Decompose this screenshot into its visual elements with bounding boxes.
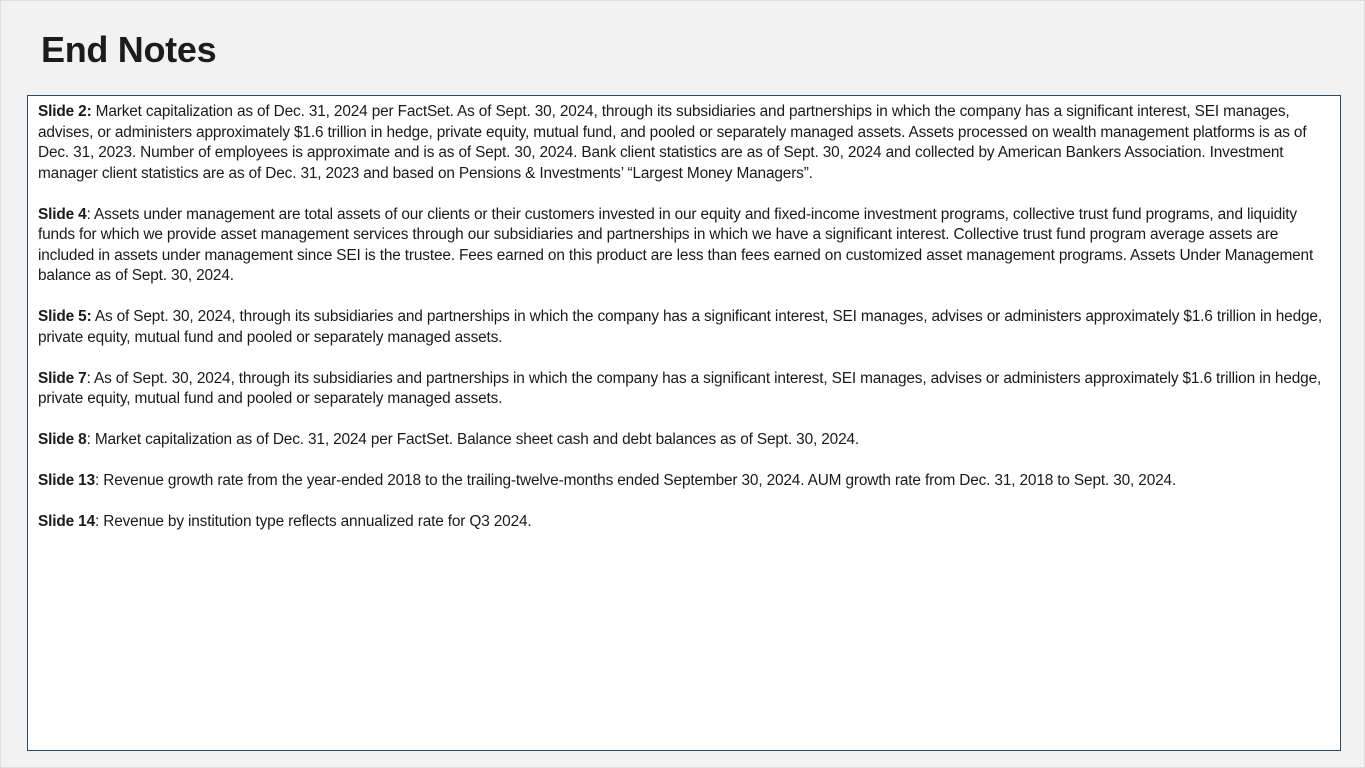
note-slide-4: [38, 205, 1330, 287]
note-text: : Market capitalization as of Dec. 31, 2024 per FactSet. Balance sheet cash and debt balances as of Sept. 30, 2024.: [86, 431, 860, 448]
note-text: Market capitalization as of Dec. 31, 2024 per FactSet. As of Sept. 30, 2024, through its subsidiaries and partnerships in which the company has a significant interest, SEI manages, advises, or administers approximately $1.6 trillion in hedge, private equity, mutual fund, and pooled or separately managed assets. Assets processed on wealth management platforms is as of Dec. 31, 2023. Number of employees is approximate and is as of Sept. 30, 2024. Bank client statistics are as of Sept. 30, 2024 and collected by American Bankers Association. Investment manager client statistics are as of Dec. 31, 2023 and based on Pensions & Investments’ “Largest Money Managers”.: [38, 103, 1307, 182]
note-slide-2: [38, 102, 1330, 184]
note-text: As of Sept. 30, 2024, through its subsidiaries and partnerships in which the company has a significant interest, SEI manages, advises or administers approximately $1.6 trillion in hedge, private equity, mutual fund and pooled or separately managed assets.: [38, 308, 1322, 346]
note-label: Slide 8: [38, 431, 87, 448]
note-slide-13: [38, 471, 1330, 492]
note-text: : As of Sept. 30, 2024, through its subsidiaries and partnerships in which the company has a significant interest, SEI manages, advises or administers approximately $1.6 trillion in hedge, private equity, mutual fund and pooled or separately managed assets.: [38, 369, 1322, 407]
note-label: Slide 13: [38, 472, 95, 489]
note-slide-14: [38, 512, 1330, 533]
note-label: Slide 2:: [38, 103, 92, 120]
page-title: End Notes: [41, 29, 217, 70]
note-text: : Revenue by institution type reflects annualized rate for Q3 2024.: [94, 513, 532, 530]
note-text: : Assets under management are total assets of our clients or their customers invested in our equity and fixed-income investment programs, collective trust fund programs, and liquidity funds for which we provide asset management services through our subsidiaries and partnerships in which we have a significant interest. Collective trust fund program average assets are included in assets under management since SEI is the trustee. Fees earned on this product are less than fees earned on customized asset management programs. Assets Under Management balance as of Sept. 30, 2024.: [38, 205, 1314, 284]
note-label: Slide 7: [38, 369, 87, 387]
note-label: Slide 5:: [38, 308, 92, 325]
note-label: Slide 14: [38, 513, 95, 530]
note-slide-5: [38, 307, 1330, 348]
note-text: : Revenue growth rate from the year-ended 2018 to the trailing-twelve-months ended September 30, 2024. AUM growth rate from Dec. 31, 2018 to Sept. 30, 2024.: [94, 472, 1177, 489]
note-slide-8: [38, 430, 1330, 451]
end-notes-textbox[interactable]: [27, 95, 1341, 751]
note-slide-7: [38, 369, 1330, 410]
note-label: Slide 4: [38, 205, 87, 223]
